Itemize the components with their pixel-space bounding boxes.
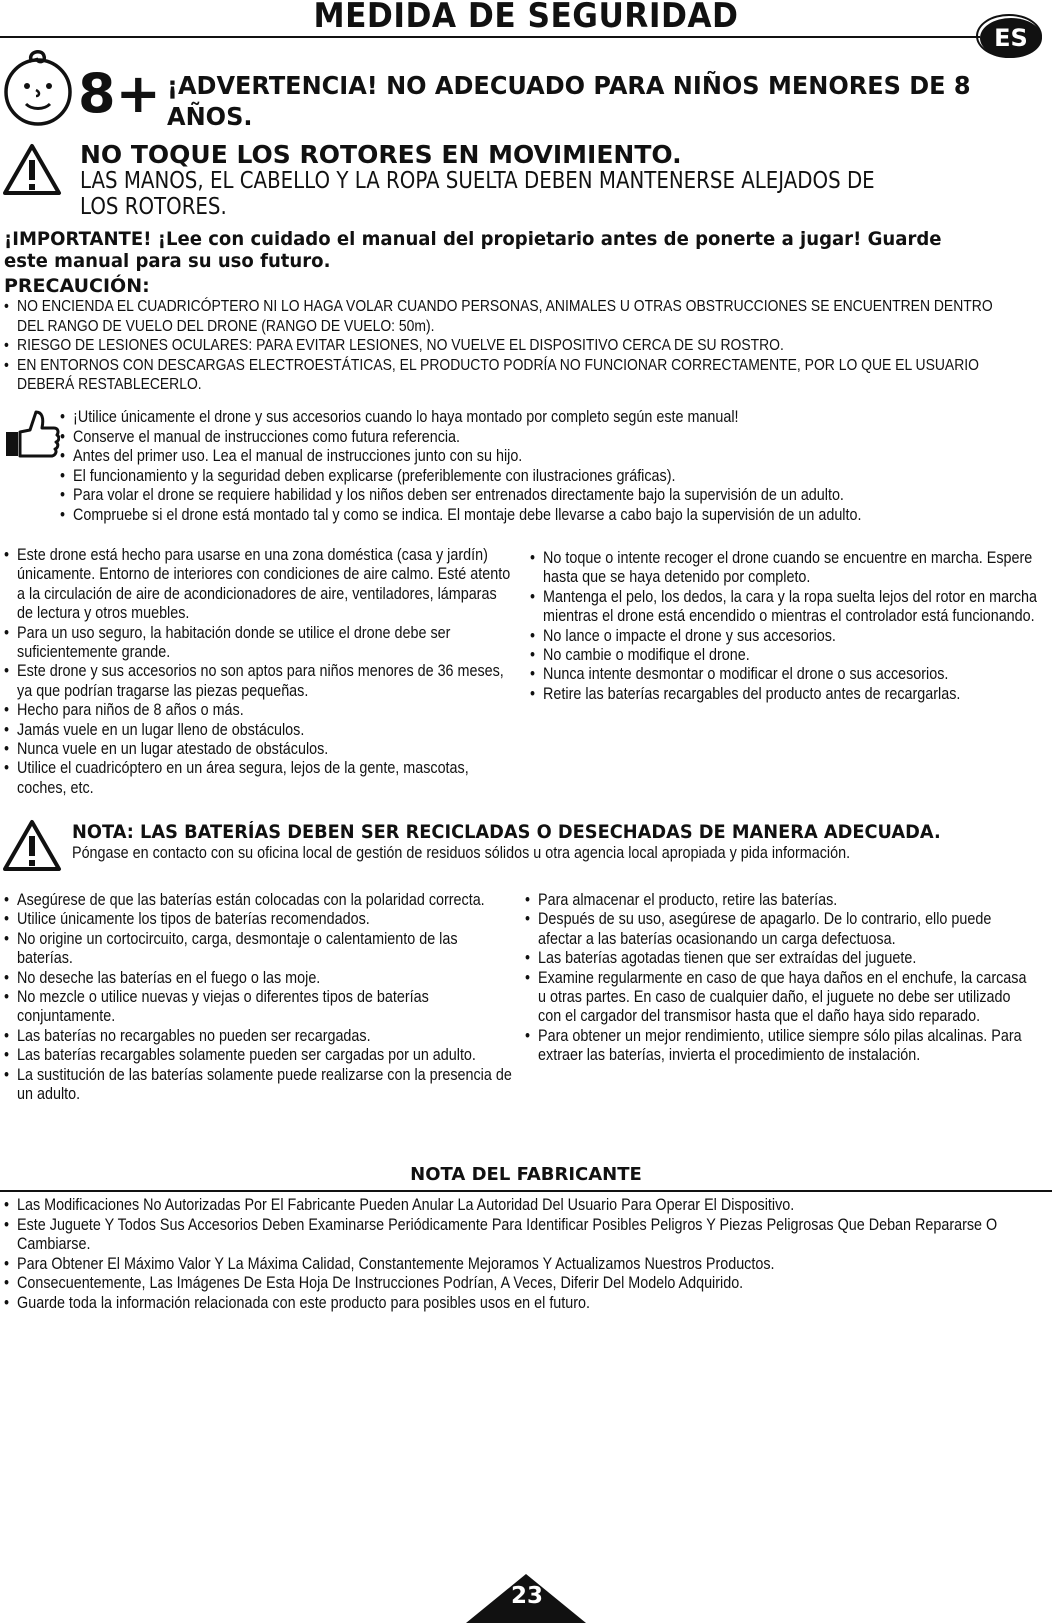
list-item: • Hecho para niños de 8 años o más. — [4, 701, 514, 720]
list-item: • Utilice únicamente los tipos de baterías recomendados. — [4, 910, 514, 929]
list-item: • Utilice el cuadricóptero en un área segura, lejos de la gente, mascotas, coches, etc. — [4, 759, 514, 798]
list-item: • Nunca vuele en un lugar atestado de obstáculos. — [4, 740, 514, 759]
list-item: • Este drone y sus accesorios no son aptos para niños menores de 36 meses, ya que podrían tragarse las piezas pequeñas. — [4, 662, 514, 701]
warning-triangle-icon — [2, 142, 62, 196]
list-item: • Después de su uso, asegúrese de apagarlo. De lo contrario, ello puede afectar a las baterías ocasionando un carga defectuosa. — [525, 910, 1035, 949]
list-item: • Conserve el manual de instrucciones como futura referencia. — [60, 428, 1026, 448]
precaution-list — [4, 297, 1013, 395]
list-item: • EN ENTORNOS CON DESCARGAS ELECTROESTÁTICAS, EL PRODUCTO PODRÍA NO FUNCIONAR CORRECTAMENTE, POR LO QUE EL USUARIO DEBERÁ RESTABLECERLO. — [4, 356, 1013, 395]
list-item: • Para almacenar el producto, retire las baterías. — [525, 891, 1035, 910]
list-item: • Guarde toda la información relacionada con este producto para posibles usos en el futuro. — [4, 1294, 1005, 1314]
child-face-icon — [2, 46, 74, 128]
list-item: • Asegúrese de que las baterías están colocadas con la polaridad correcta. — [4, 891, 514, 910]
list-item: • Las baterías no recargables no pueden ser recargadas. — [4, 1027, 514, 1046]
list-item: • NO ENCIENDA EL CUADRICÓPTERO NI LO HAGA VOLAR CUANDO PERSONAS, ANIMALES U OTRAS OBSTRUCCIONES SE ENCUENTREN DENTRO DEL RANGO DE VUELO DEL DRONE (RANGO DE VUELO: 50m). — [4, 297, 1013, 336]
header-rule — [0, 36, 980, 38]
rotor-warning-text: LAS MANOS, EL CABELLO Y LA ROPA SUELTA DEBEN MANTENERSE ALEJADOS DE LOS ROTORES. — [80, 168, 875, 220]
list-item: • Consecuentemente, Las Imágenes De Esta Hoja De Instrucciones Podrían, A Veces, Diferir Del Modelo Adquirido. — [4, 1274, 1005, 1294]
precaution-title: PRECAUCIÓN: — [4, 275, 150, 297]
list-item: • Nunca intente desmontar o modificar el drone o sus accesorios. — [530, 665, 1040, 684]
thumbs-up-icon — [4, 408, 60, 460]
list-item: • No origine un cortocircuito, carga, desmontaje o calentamiento de las baterías. — [4, 930, 514, 969]
usage-left-list — [4, 546, 514, 798]
list-item: • Este Juguete Y Todos Sus Accesorios Deben Examinarse Periódicamente Para Identificar Posibles Peligros Y Piezas Peligrosas Que Deban Repararse O Cambiarse. — [4, 1216, 1005, 1255]
important-note: ¡IMPORTANTE! ¡Lee con cuidado el manual del propietario antes de ponerte a jugar! Guarde este manual para su uso futuro. — [4, 228, 942, 272]
manufacturer-note-title: NOTA DEL FABRICANTE — [410, 1164, 642, 1185]
list-item: • Las baterías recargables solamente pueden ser cargadas por un adulto. — [4, 1046, 514, 1065]
battery-right-list — [525, 891, 1035, 1066]
battery-note-title: NOTA: LAS BATERÍAS DEBEN SER RECICLADAS O DESECHADAS DE MANERA ADECUADA. — [72, 822, 941, 843]
list-item: • No lance o impacte el drone y sus accesorios. — [530, 627, 1040, 646]
list-item: • Para un uso seguro, la habitación donde se utilice el drone debe ser suficientemente grande. — [4, 624, 514, 663]
list-item: • RIESGO DE LESIONES OCULARES: PARA EVITAR LESIONES, NO VUELVE EL DISPOSITIVO CERCA DE SU ROSTRO. — [4, 336, 1013, 356]
list-item: • Examine regularmente en caso de que haya daños en el enchufe, la carcasa u otras partes. En caso de cualquier daño, el juguete no debe ser utilizado con el cargador del transmisor hasta que el daño haya sido reparado. — [525, 969, 1035, 1027]
battery-warning-triangle-icon — [2, 818, 62, 872]
list-item: • La sustitución de las baterías solamente puede realizarse con la presencia de un adulto. — [4, 1066, 514, 1105]
list-item: • Antes del primer uso. Lea el manual de instrucciones junto con su hijo. — [60, 447, 1026, 467]
page-number: 23 — [510, 1583, 543, 1609]
list-item: • Para volar el drone se requiere habilidad y los niños deben ser entrenados directamente bajo la supervisión de un adulto. — [60, 486, 1026, 506]
age-rating: 8+ — [78, 62, 161, 125]
usage-right-list — [530, 549, 1040, 704]
list-item: • Jamás vuele en un lugar lleno de obstáculos. — [4, 721, 514, 740]
page-title: MEDIDA DE SEGURIDAD — [313, 0, 739, 36]
battery-note-text: Póngase en contacto con su oficina local de gestión de residuos sólidos u otra agencia local apropiada y pida información. — [72, 844, 851, 862]
list-item: • Las baterías agotadas tienen que ser extraídas del juguete. — [525, 949, 1035, 968]
list-item: • No mezcle o utilice nuevas y viejas o diferentes tipos de baterías conjuntamente. — [4, 988, 514, 1027]
battery-left-list — [4, 891, 514, 1104]
manufacturer-rule — [0, 1190, 1052, 1192]
list-item: • No cambie o modifique el drone. — [530, 646, 1040, 665]
language-badge: ES — [980, 18, 1042, 58]
list-item: • Para Obtener El Máximo Valor Y La Máxima Calidad, Constantemente Mejoramos Y Actualizamos Nuestros Productos. — [4, 1255, 1005, 1275]
list-item: • ¡Utilice únicamente el drone y sus accesorios cuando lo haya montado por completo según este manual! — [60, 408, 1026, 428]
list-item: • No toque o intente recoger el drone cuando se encuentre en marcha. Espere hasta que se haya detenido por completo. — [530, 549, 1040, 588]
list-item: • Las Modificaciones No Autorizadas Por El Fabricante Pueden Anular La Autoridad Del Usuario Para Operar El Dispositivo. — [4, 1196, 1005, 1216]
list-item: • Este drone está hecho para usarse en una zona doméstica (casa y jardín) únicamente. Entorno de interiores con condiciones de aire calmo. Esté atento a la circulación de aire de acondicionadores de aire, ventiladores, lámparas de lectura y otros muebles. — [4, 546, 514, 624]
usage-guidelines-list — [60, 408, 1026, 525]
list-item: • Compruebe si el drone está montado tal y como se indica. El montaje debe llevarse a cabo bajo la supervisión de un adulto. — [60, 506, 1026, 526]
manufacturer-note-list — [4, 1196, 1005, 1314]
list-item: • No deseche las baterías en el fuego o las moje. — [4, 969, 514, 988]
list-item: • Mantenga el pelo, los dedos, la cara y la ropa suelta lejos del rotor en marcha mientras el drone está encendido o mientras el controlador está funcionando. — [530, 588, 1040, 627]
list-item: • Para obtener un mejor rendimiento, utilice siempre sólo pilas alcalinas. Para extraer las baterías, invierta el procedimiento de instalación. — [525, 1027, 1035, 1066]
rotor-warning-title: NO TOQUE LOS ROTORES EN MOVIMIENTO. — [80, 140, 682, 169]
list-item: • Retire las baterías recargables del producto antes de recargarlas. — [530, 685, 1040, 704]
list-item: • El funcionamiento y la seguridad deben explicarse (preferiblemente con ilustraciones gráficas). — [60, 467, 1026, 487]
age-warning-text: ¡ADVERTENCIA! NO ADECUADO PARA NIÑOS MENORES DE 8 AÑOS. — [167, 71, 971, 131]
